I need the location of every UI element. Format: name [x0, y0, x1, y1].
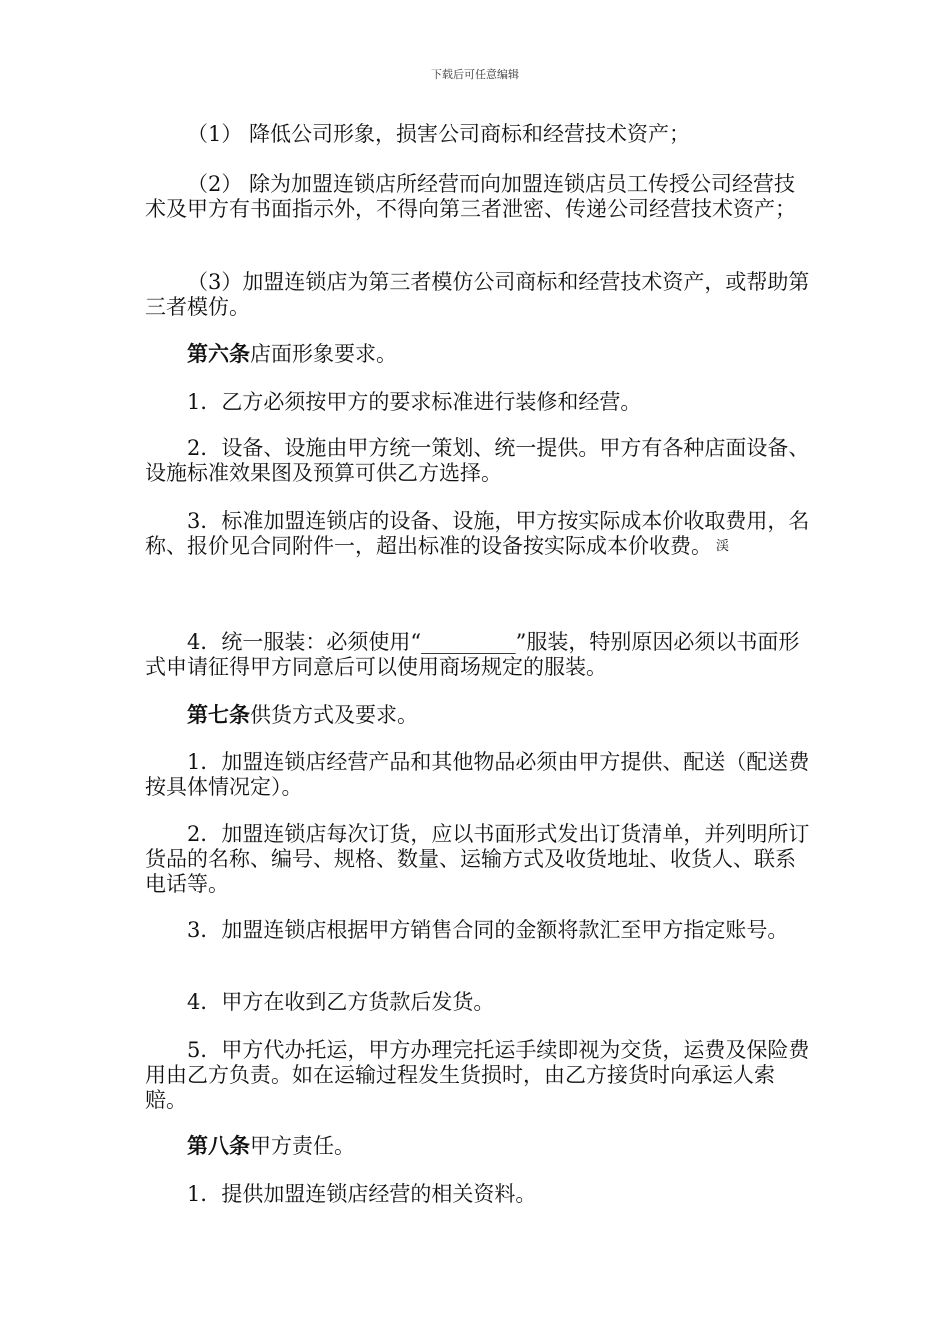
article-7-item-2: 2．加盟连锁店每次订货，应以书面形式发出订货清单，并列明所订货品的名称、编号、规格、数量、运输方式及收货地址、收货人、联系电话等。	[145, 822, 810, 896]
clause-1: （1） 降低公司形象，损害公司商标和经营技术资产；	[187, 122, 691, 146]
article-8-item-1: 1．提供加盟连锁店经营的相关资料。	[187, 1182, 537, 1206]
article-7-heading	[145, 703, 810, 728]
article-7-item-4: 4．甲方在收到乙方货款后发货。	[187, 990, 495, 1014]
article-8-heading	[145, 1134, 810, 1159]
article-7-text: 供货方式及要求。	[250, 703, 418, 727]
article-8-title: 第八条	[187, 1134, 250, 1158]
article-7-item-3: 3．加盟连锁店根据甲方销售合同的金额将款汇至甲方指定账号。	[187, 918, 789, 942]
article-6-item-4: 4．统一服装：必须使用“_________”服装，特别原因必须以书面形式申请征得甲方同意后可以使用商场规定的服装。	[145, 630, 800, 679]
article-8-text: 甲方责任。	[250, 1134, 355, 1158]
article-6-item-1: 1．乙方必须按甲方的要求标准进行装修和经营。	[187, 390, 642, 414]
article-7-item-5: 5．甲方代办托运，甲方办理完托运手续即视为交货，运费及保险费用由乙方负责。如在运输过程发生货损时，由乙方接货时向承运人索赔。	[145, 1038, 810, 1112]
clause-3: （3）加盟连锁店为第三者模仿公司商标和经营技术资产，或帮助第三者模仿。	[145, 270, 810, 319]
article-7-title: 第七条	[187, 703, 250, 727]
article-6-item-3-text: 3．标准加盟连锁店的设备、设施，甲方按实际成本价收取费用，名称、报价见合同附件一，超出标准的设备按实际成本价收费。	[145, 509, 810, 558]
article-6-item-2: 2．设备、设施由甲方统一策划、统一提供。甲方有各种店面设备、设施标准效果图及预算可供乙方选择。	[145, 436, 810, 485]
article-6-heading	[145, 342, 810, 367]
article-6-title: 第六条	[187, 342, 250, 366]
page-header: 下载后可任意编辑	[431, 68, 519, 81]
clause-2: （2） 除为加盟连锁店所经营而向加盟连锁店员工传授公司经营技术及甲方有书面指示外，不得向第三者泄密、传递公司经营技术资产；	[145, 172, 796, 221]
article-6-item-3	[145, 509, 810, 559]
article-7-item-1: 1．加盟连锁店经营产品和其他物品必须由甲方提供、配送（配送费按具体情况定）。	[145, 750, 810, 799]
stray-mark: 渓	[716, 539, 730, 554]
article-6-text: 店面形象要求。	[250, 342, 397, 366]
